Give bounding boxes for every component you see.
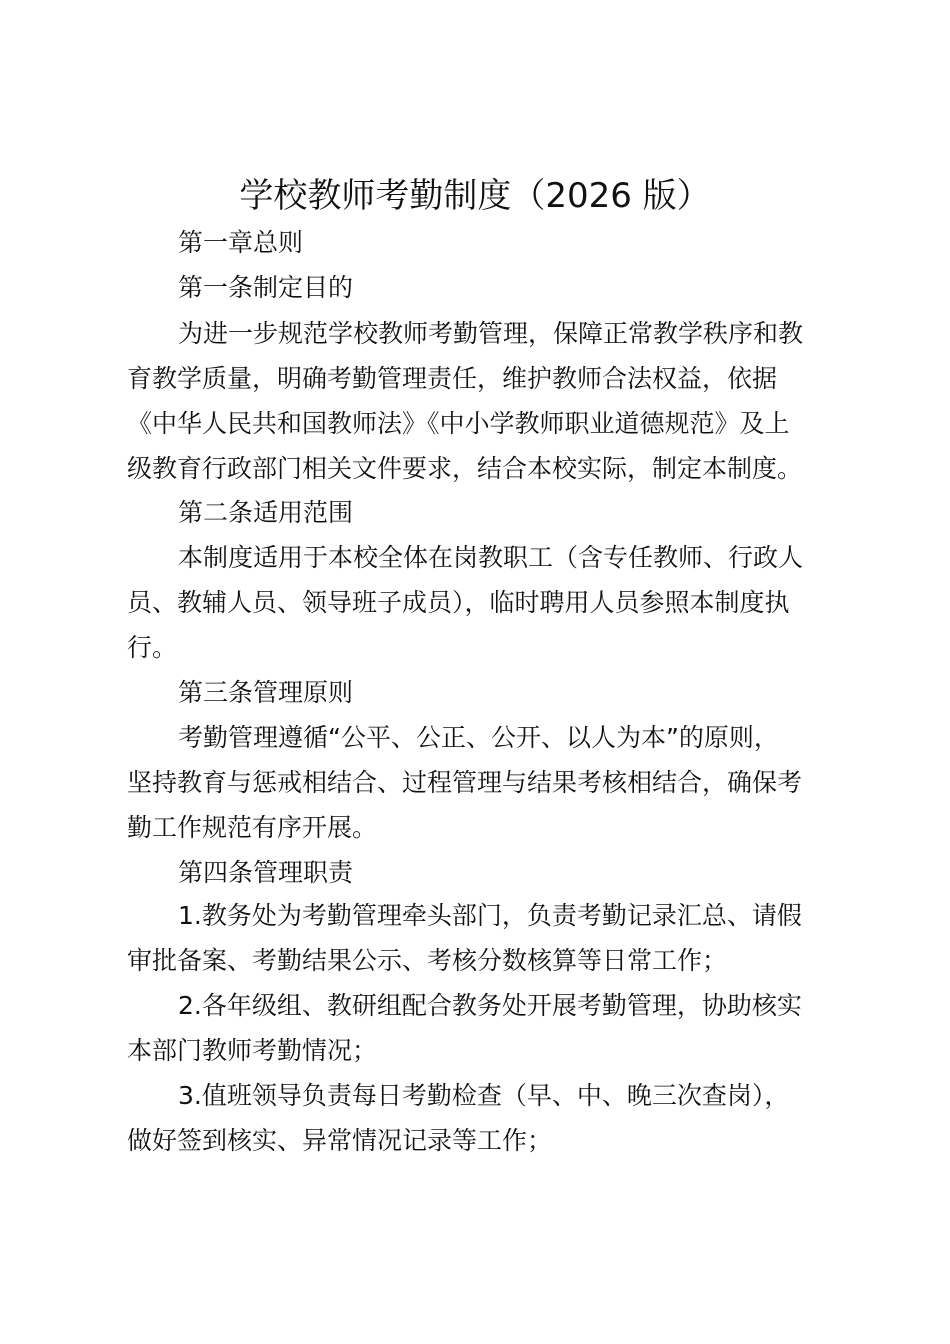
paragraph-line: 3.值班领导负责每日考勤检查（早、中、晚三次查岗），	[178, 1081, 790, 1110]
paragraph-line: 坚持教育与惩戒相结合、过程管理与结果考核相结合，确保考	[127, 768, 803, 797]
article-heading: 第三条管理原则	[178, 678, 354, 707]
paragraph-line: 做好签到核实、异常情况记录等工作；	[127, 1126, 553, 1155]
paragraph-line: 考勤管理遵循“公平、公正、公开、以人为本”的原则，	[178, 723, 779, 752]
paragraph-line: 员、教辅人员、领导班子成员），临时聘用人员参照本制度执	[127, 588, 790, 617]
paragraph-line: 育教学质量，明确考勤管理责任，维护教师合法权益，依据	[127, 364, 778, 393]
paragraph-line: 级教育行政部门相关文件要求，结合本校实际，制定本制度。	[127, 454, 803, 483]
chapter-heading: 第一章总则	[178, 228, 304, 257]
document-title: 学校教师考勤制度（2026 版）	[239, 176, 711, 216]
paragraph-line: 1.教务处为考勤管理牵头部门，负责考勤记录汇总、请假	[178, 901, 802, 930]
paragraph-line: 审批备案、考勤结果公示、考核分数核算等日常工作；	[127, 946, 728, 975]
paragraph-line: 本部门教师考勤情况；	[127, 1036, 378, 1065]
paragraph-line: 2.各年级组、教研组配合教务处开展考勤管理，协助核实	[178, 991, 802, 1020]
paragraph-line: 为进一步规范学校教师考勤管理，保障正常教学秩序和教	[178, 319, 804, 348]
article-heading: 第二条适用范围	[178, 498, 354, 527]
article-heading: 第一条制定目的	[178, 273, 354, 302]
paragraph-line: 勤工作规范有序开展。	[127, 813, 378, 842]
article-heading: 第四条管理职责	[178, 858, 354, 887]
paragraph-line: 《中华人民共和国教师法》《中小学教师职业道德规范》及上	[127, 409, 790, 438]
paragraph-line: 行。	[127, 633, 178, 662]
paragraph-line: 本制度适用于本校全体在岗教职工（含专任教师、行政人	[178, 543, 804, 572]
